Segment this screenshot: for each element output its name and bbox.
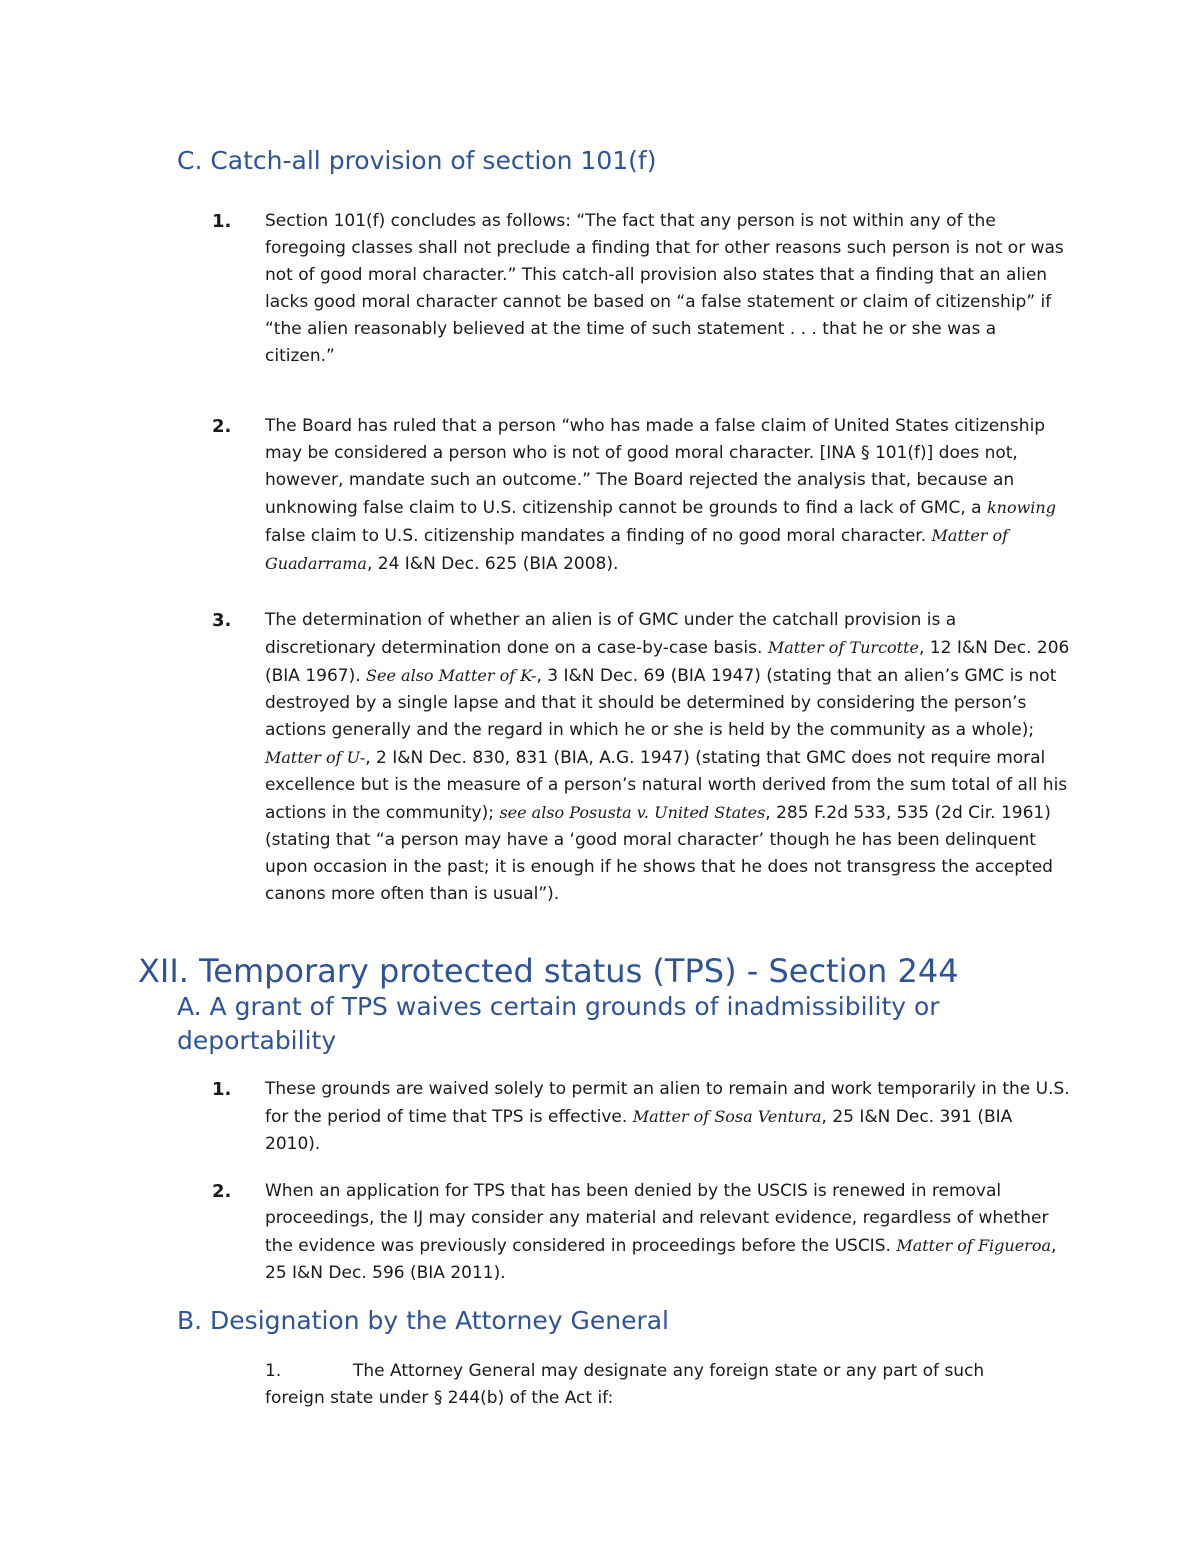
- list-number: 1.: [265, 1361, 282, 1381]
- list-text: The determination of whether an alien is of GMC under the catchall provision is a discretionary determination done on a case-by-case basis. Matter of Turcotte, 12 I&N Dec. 206 (BIA 1967). See also Matter of K-, 3 I&N Dec. 69 (BIA 1947) (stating that an alien’s GMC is not destroyed by a single lapse and that it should be determined by considering the person’s actions generally and the regard in which he or she is held by the community as a whole); Matter of U-, 2 I&N Dec. 830, 831 (BIA, A.G. 1947) (stating that GMC does not require moral excellence but is the measure of a person’s natural worth derived from the sum total of all his actions in the community); see also Posusta v. United States, 285 F.2d 533, 535 (2d Cir. 1961) (stating that “a person may have a ‘good moral character’ though he has been delinquent upon occasion in the past; it is enough if he shows that he does not transgress the accepted canons more often than is usual”).: [265, 610, 1070, 904]
- section-xii-a-heading: A. A grant of TPS waives certain grounds of inadmissibility or deportability: [177, 992, 940, 1055]
- case-citation: Matter of Turcotte: [767, 638, 919, 657]
- emphasis: knowing: [986, 498, 1056, 517]
- case-citation: Matter of Figueroa: [896, 1236, 1051, 1255]
- list-text: When an application for TPS that has been denied by the USCIS is renewed in removal proceedings, the IJ may consider any material and relevant evidence, regardless of whether the evidence was previously considered in proceedings before the USCIS. Matter of Figueroa, 25 I&N Dec. 596 (BIA 2011).: [265, 1181, 1057, 1283]
- list-number: 1.: [212, 1079, 232, 1100]
- list-text: The Board has ruled that a person “who has made a false claim of United States citizenship may be considered a person who is not of good moral character. [INA § 101(f)] does not, however, mandate such an outcome.” The Board rejected the analysis that, because an unknowing false claim to U.S. citizenship cannot be grounds to find a lack of GMC, a knowing false claim to U.S. citizenship mandates a finding of no good moral character. Matter of Guadarrama, 24 I&N Dec. 625 (BIA 2008).: [265, 416, 1056, 574]
- section-c-heading: C. Catch-all provision of section 101(f): [177, 146, 657, 175]
- list-number: 1.: [212, 211, 232, 232]
- list-number: 2.: [212, 416, 232, 437]
- section-xii-b-heading: B. Designation by the Attorney General: [177, 1306, 669, 1335]
- list-text: These grounds are waived solely to permit an alien to remain and work temporarily in the U.S. for the period of time that TPS is effective. Matter of Sosa Ventura, 25 I&N Dec. 391 (BIA 2010).: [265, 1079, 1070, 1154]
- list-number: 2.: [212, 1181, 232, 1202]
- list-text: The Attorney General may designate any foreign state or any part of such: [353, 1361, 985, 1381]
- case-citation: Matter of Sosa Ventura: [632, 1107, 822, 1126]
- list-text: Section 101(f) concludes as follows: “The fact that any person is not within any of the foregoing classes shall not preclude a finding that for other reasons such person is not or was not of good moral character.” This catch-all provision also states that a finding that an alien lacks good moral character cannot be based on “a false statement or claim of citizenship” if “the alien reasonably believed at the time of such statement . . . that he or she was a citizen.”: [265, 211, 1064, 366]
- list-number: 3.: [212, 610, 232, 631]
- case-citation: See also Matter of K-: [366, 666, 537, 685]
- section-xii-heading: XII. Temporary protected status (TPS) - Section 244: [138, 952, 959, 990]
- list-text-continued: foreign state under § 244(b) of the Act if:: [265, 1388, 614, 1408]
- case-citation: Matter of U-: [265, 748, 366, 767]
- case-citation: Matter of Guadarrama: [265, 526, 1009, 573]
- case-citation: see also Posusta v. United States: [499, 803, 766, 822]
